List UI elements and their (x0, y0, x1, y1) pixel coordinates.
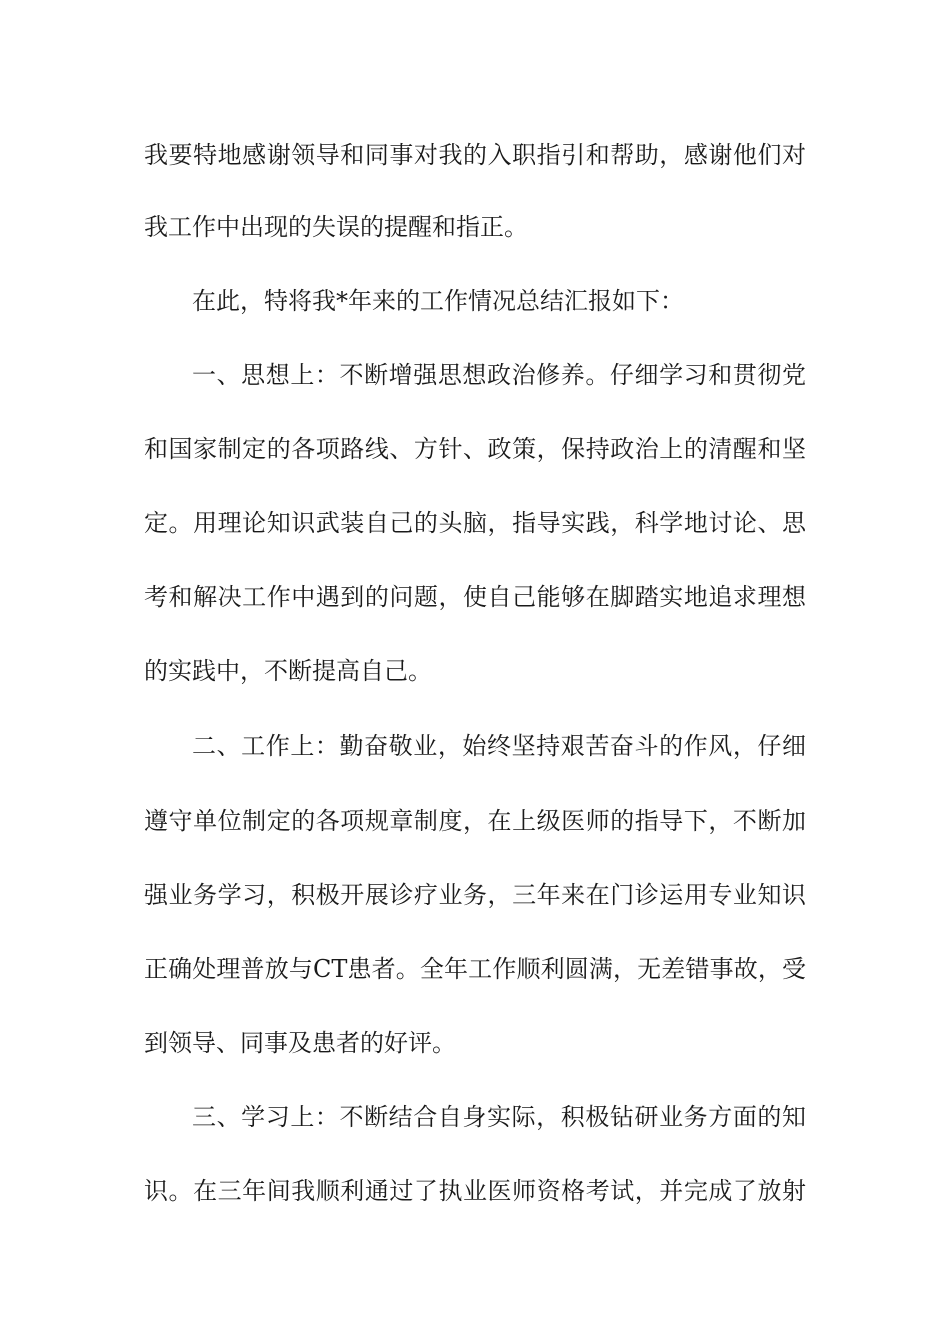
text-line: 遵守单位制定的各项规章制度，在上级医师的指导下，不断加 (144, 807, 806, 835)
text-line: 强业务学习，积极开展诊疗业务，三年来在门诊运用专业知识 (144, 881, 806, 909)
text-line: 正确处理普放与CT患者。全年工作顺利圆满，无差错事故，受 (144, 955, 806, 983)
text-line: 的实践中，不断提高自己。 (144, 657, 432, 685)
text-line: 到领导、同事及患者的好评。 (144, 1029, 456, 1057)
text-line: 我要特地感谢领导和同事对我的入职指引和帮助，感谢他们对 (144, 141, 806, 169)
text-line: 二、工作上：勤奋敬业，始终坚持艰苦奋斗的作风，仔细 (192, 732, 806, 760)
text-line: 我工作中出现的失误的提醒和指正。 (144, 213, 528, 241)
text-line: 和国家制定的各项路线、方针、政策，保持政治上的清醒和坚 (144, 435, 806, 463)
text-line: 三、学习上：不断结合自身实际，积极钻研业务方面的知 (192, 1103, 806, 1131)
text-line: 定。用理论知识武装自己的头脑，指导实践，科学地讨论、思 (144, 509, 806, 537)
text-line: 考和解决工作中遇到的问题，使自己能够在脚踏实地追求理想 (144, 583, 806, 611)
text-line: 识。在三年间我顺利通过了执业医师资格考试，并完成了放射 (144, 1177, 806, 1205)
text-line: 在此，特将我*年来的工作情况总结汇报如下： (192, 287, 684, 315)
text-line: 一、思想上：不断增强思想政治修养。仔细学习和贯彻党 (192, 361, 806, 389)
